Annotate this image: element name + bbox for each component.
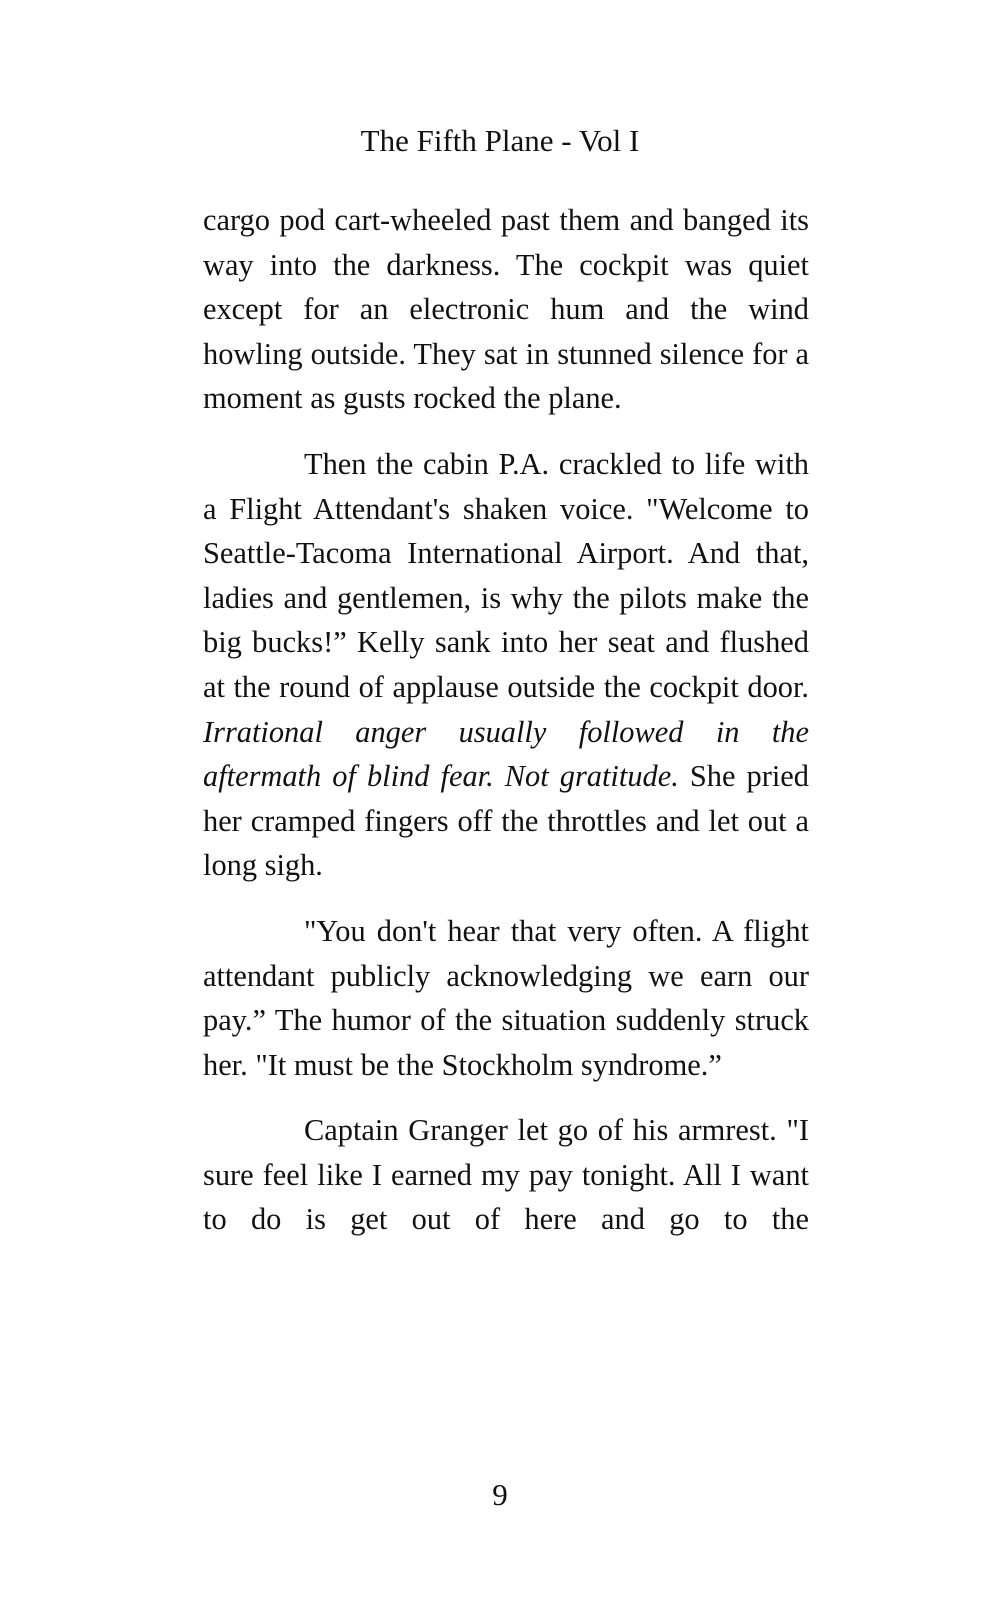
paragraph-2-italic: Irrational anger usually followed in the aftermath of blind fear. Not gratitude. (203, 714, 809, 794)
paragraph-2-text-b: She pried her cramped fingers off the throttles and let out a long sigh. (203, 759, 809, 883)
running-header-title: The Fifth Plane - Vol I (360, 123, 640, 158)
paragraph-4: Captain Granger let go of his armrest. "I sure feel like I earned my pay tonight. All I want to do is get out of here and go to the (203, 1113, 809, 1237)
paragraph-1: cargo pod cart-wheeled past them and banged its way into the darkness. The cockpit was quiet except for an electronic hum and the wind howling outside. They sat in stunned silence for a moment as gusts rocked the plane. (203, 203, 809, 416)
paragraph-3: "You don't hear that very often. A flight attendant publicly acknowledging we earn our pay.” The humor of the situation suddenly struck her. "It must be the Stockholm syndrome.” (203, 913, 809, 1082)
paragraph-2 (203, 442, 809, 888)
body-text (203, 198, 809, 1242)
paragraph-2-text-a: Then the cabin P.A. crackled to life with a Flight Attendant's shaken voice. "Welcome to Seattle-Tacoma International Airport. And that, ladies and gentlemen, is why the pilots make the big bucks!” Kelly sank into her seat and flushed at the round of applause outside the cockpit door. (203, 446, 809, 704)
page-number: 9 (492, 1477, 508, 1512)
